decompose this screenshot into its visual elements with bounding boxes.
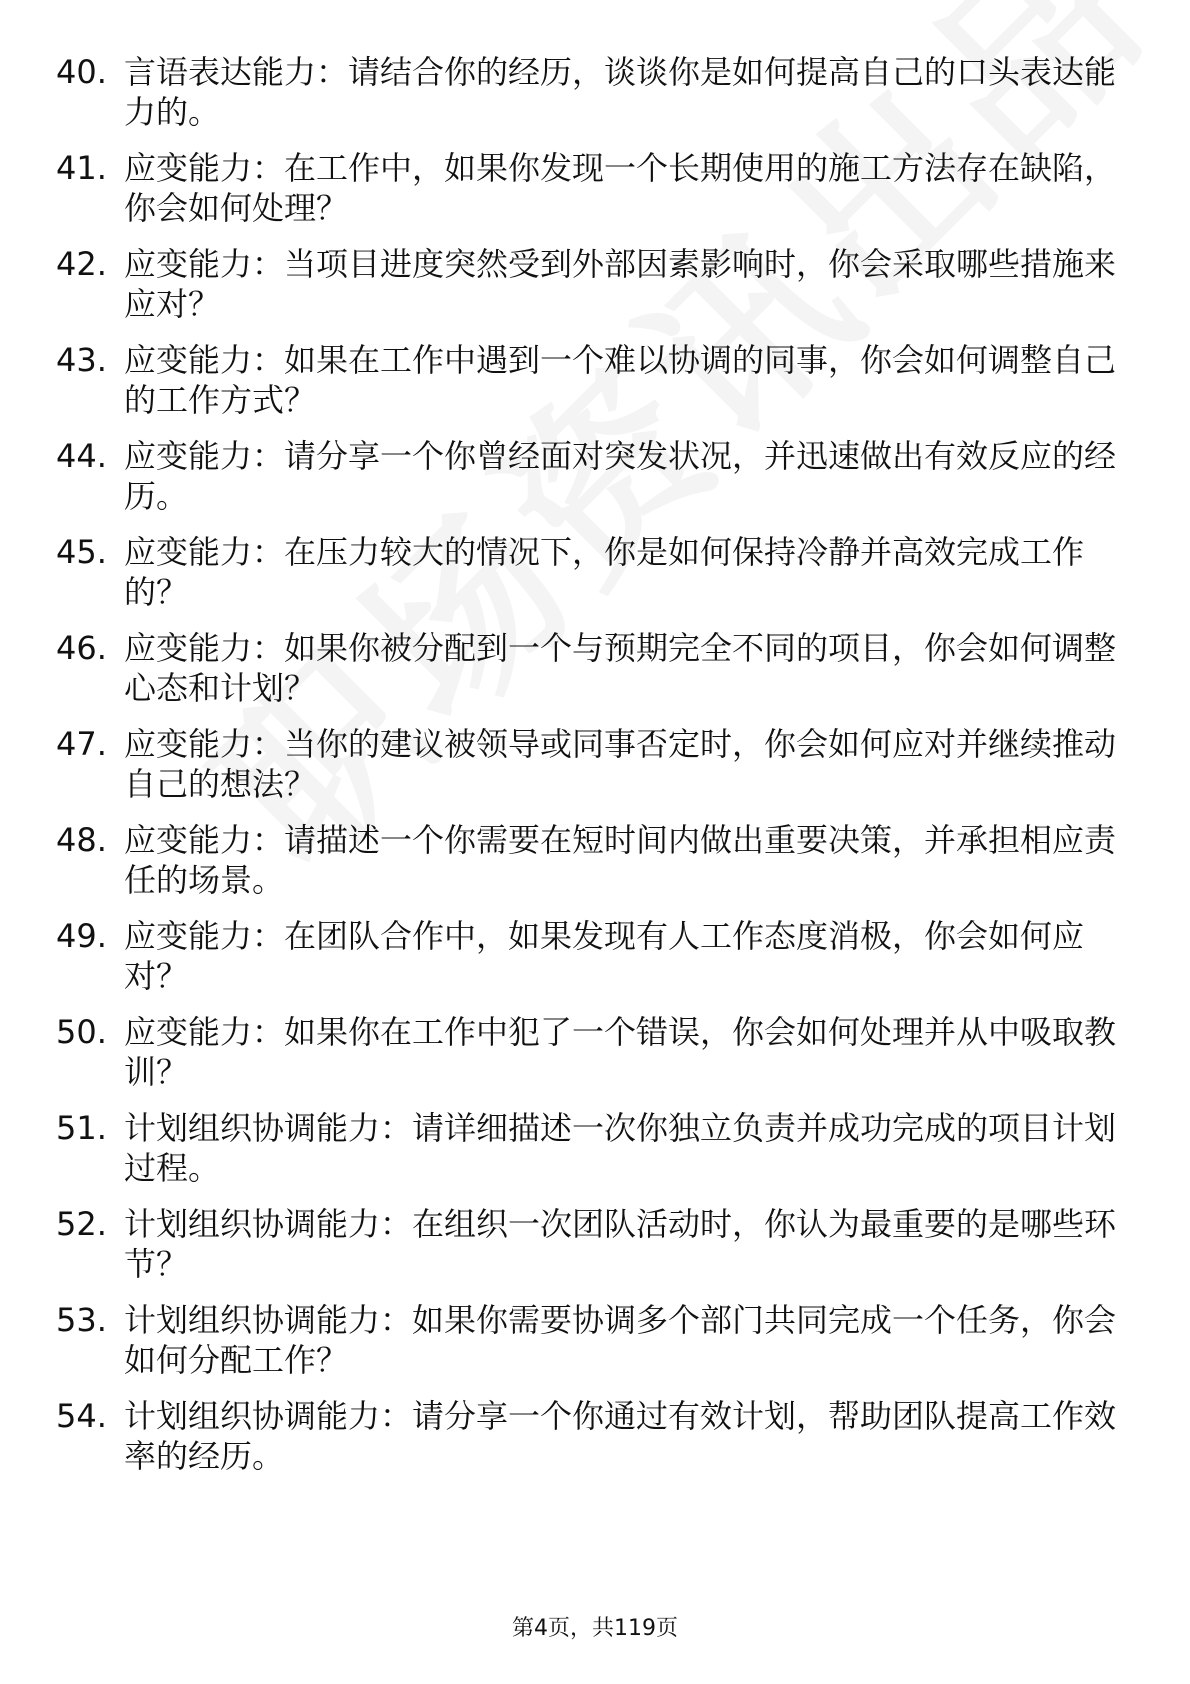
question-number: 51. xyxy=(56,1109,107,1147)
question-text: 应变能力：在团队合作中，如果发现有人工作态度消极，你会如何应对？ xyxy=(124,917,1085,995)
question-item-50 xyxy=(56,1012,1116,1092)
question-item-46 xyxy=(56,628,1116,708)
question-number: 52. xyxy=(56,1205,107,1243)
question-item-41 xyxy=(56,148,1116,228)
question-text: 应变能力：当你的建议被领导或同事否定时，你会如何应对并继续推动自己的想法？ xyxy=(124,725,1117,803)
question-text: 计划组织协调能力：请详细描述一次你独立负责并成功完成的项目计划过程。 xyxy=(124,1109,1117,1187)
question-item-47 xyxy=(56,724,1116,804)
question-number: 53. xyxy=(56,1301,107,1339)
page-footer: 第4页，共119页 xyxy=(512,1616,678,1641)
question-number: 49. xyxy=(56,917,107,955)
question-number: 50. xyxy=(56,1013,107,1051)
question-number: 44. xyxy=(56,437,107,475)
question-number: 47. xyxy=(56,725,107,763)
question-text: 应变能力：请描述一个你需要在短时间内做出重要决策，并承担相应责任的场景。 xyxy=(124,821,1117,899)
question-number: 43. xyxy=(56,341,107,379)
question-text: 计划组织协调能力：在组织一次团队活动时，你认为最重要的是哪些环节？ xyxy=(124,1205,1117,1283)
question-number: 41. xyxy=(56,149,107,187)
question-item-54 xyxy=(56,1396,1116,1476)
question-item-43 xyxy=(56,340,1116,420)
question-number: 40. xyxy=(56,53,107,91)
question-item-49 xyxy=(56,916,1116,996)
question-text: 应变能力：如果你在工作中犯了一个错误，你会如何处理并从中吸取教训？ xyxy=(124,1013,1117,1091)
question-item-51 xyxy=(56,1108,1116,1188)
question-item-44 xyxy=(56,436,1116,516)
question-item-45 xyxy=(56,532,1116,612)
question-text: 应变能力：在压力较大的情况下，你是如何保持冷静并高效完成工作的？ xyxy=(124,533,1085,611)
question-text: 应变能力：如果在工作中遇到一个难以协调的同事，你会如何调整自己的工作方式？ xyxy=(124,341,1117,419)
question-item-53 xyxy=(56,1300,1116,1380)
question-list xyxy=(56,52,1116,1492)
question-number: 48. xyxy=(56,821,107,859)
question-text: 应变能力：当项目进度突然受到外部因素影响时，你会采取哪些措施来应对？ xyxy=(124,245,1117,323)
question-text: 应变能力：如果你被分配到一个与预期完全不同的项目，你会如何调整心态和计划？ xyxy=(124,629,1117,707)
question-text: 应变能力：请分享一个你曾经面对突发状况，并迅速做出有效反应的经历。 xyxy=(124,437,1117,515)
question-text: 计划组织协调能力：如果你需要协调多个部门共同完成一个任务，你会如何分配工作？ xyxy=(124,1301,1117,1379)
question-item-42 xyxy=(56,244,1116,324)
question-text: 应变能力：在工作中，如果你发现一个长期使用的施工方法存在缺陷，你会如何处理？ xyxy=(124,149,1117,227)
question-number: 42. xyxy=(56,245,107,283)
question-item-52 xyxy=(56,1204,1116,1284)
question-number: 54. xyxy=(56,1397,107,1435)
question-number: 45. xyxy=(56,533,107,571)
question-text: 计划组织协调能力：请分享一个你通过有效计划，帮助团队提高工作效率的经历。 xyxy=(124,1397,1117,1475)
question-number: 46. xyxy=(56,629,107,667)
question-item-48 xyxy=(56,820,1116,900)
question-text: 言语表达能力：请结合你的经历，谈谈你是如何提高自己的口头表达能力的。 xyxy=(124,53,1117,131)
question-item-40 xyxy=(56,52,1116,132)
